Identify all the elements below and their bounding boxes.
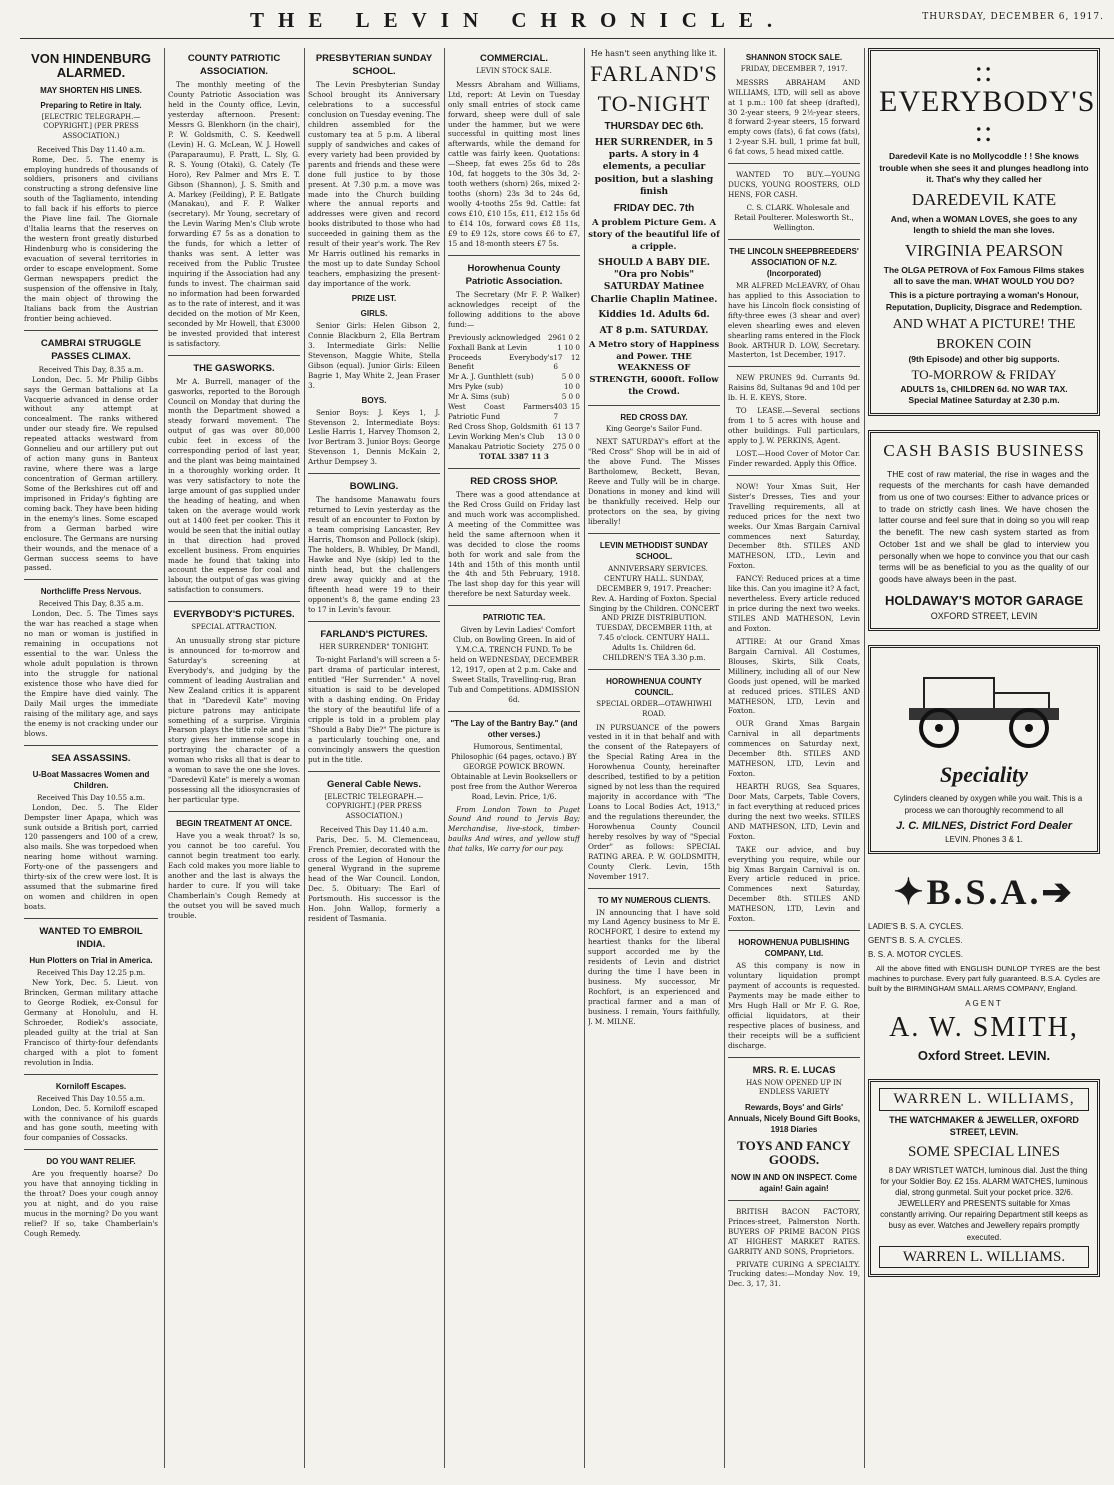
donation-row: Mr A. Sims (sub) 5 0 0 — [448, 392, 580, 402]
ad-line: THE WATCHMAKER & JEWELLER, OXFORD STREET, LEVIN. — [889, 1114, 1079, 1138]
column-rule — [724, 48, 725, 1468]
farlands-bill: AT 8 p.m. SATURDAY. — [599, 325, 709, 336]
farlands-bill: A problem Picture Gem. A story of the beautiful life of a cripple. — [588, 218, 720, 252]
ad-line: HOLDAWAY'S MOTOR GARAGE — [884, 592, 1084, 608]
column-rule — [304, 48, 305, 1468]
farlands-title: FARLAND'S TO-NIGHT — [590, 61, 718, 117]
ad-body: OUR Grand Xmas Bargain Carnival in all departments commences on Saturday next, December 8th. STILES AND MATHESON, LTD, Levin and Foxton. — [728, 719, 860, 779]
everybodys-ad — [868, 48, 1100, 416]
ad-line: (9th Episode) and other big supports. — [908, 354, 1060, 364]
article-body: London, Dec. 5. The Times says the war has reached a stage when no man or woman is justified in remaining in occupations not essential to the war. Unless the whole adult population is thrown into the struggle for national existence those who have died for the Empire have died vainly. The Daily Mail urges the immediate raising of the military age, and says the enemy is not cracking under our blows. — [24, 609, 158, 738]
article-body: New York, Dec. 5. Lieut. von Brincken, German military attache to George Rodiek, ex-Consul for Germany at Honolulu, and H. Schroeder, Rodiek's associate, pleaded guilty at the trial at San Francisco of thirty-four defendants charged with a plot to foment revolution in India. — [24, 978, 158, 1067]
article-body: Messrs Abraham and Williams, Ltd, report: At Levin on Tuesday only small entries of stock came forward, sheep were dull of sale under the hammer, but we were successful in quitting most lines afterwards, while the demand for cattle was fairly keen. Quotations:—Sheep, fat ewes 25s 6d to 28s 10d, fat hoggets to the 30s 3d, 2-tooth wethers (shorn) 26s, mixed 2-tooths (shorn) 23s 3d to 24s 6d, woolly 4-tooths 25s 9d. Cattle: fat cows £10, £10 15s, £11, £12 15s 6d to £14 10s, forward cows £8 11s, £9 to £9 12s, store cows £6 to £7, 15 and 18-month steers £7 5s. — [448, 79, 580, 248]
farlands-bill: "Ora pro Nobis" — [613, 269, 695, 280]
article-body: Have you a weak throat? Is so, you cannot be too careful. You cannot begin treatment too early. Each cold makes you more liable to another and the last is always the harder to cure. If you will take Chamberlain's Cough Remedy at the outset you will be saved much trouble. — [168, 831, 300, 920]
headline-northcliffe: Northcliffe Press Nervous. — [40, 587, 142, 597]
prize-list-heading: PRIZE LIST. — [351, 293, 397, 303]
headline-gasworks: THE GASWORKS. — [193, 362, 275, 374]
article-body: London, Dec. 5. Mr Philip Gibbs says the German battalions at La Vacquerie advanced in dense order without any attempt at concealment. The ranks withered under our steady fire. We repulsed repeated attacks westward from Gonnelieu and our artillery put out of action many guns in Banteux ravine, where there was a large concentration of German artillery. Some of the Berkshires cut off and imprisoned in Friday's fighting are coming back. They have been hiding in the enemy's lines. Some escaped from a German barbed wire enclosure. The Germans are nursing their wounds, and the menace of a German success seems to have passed. — [24, 374, 158, 573]
ad-body: NEXT SATURDAY's effort at the "Red Cross" Shop will be in aid of the above Fund. The Misses Bartholomew, Beckett, Bevan, Reeve and Tully will be in charge. Donations in money and kind will be thankfully received. Help our protectors on the sea, by giving liberally! — [588, 437, 720, 526]
ad-title: A. W. SMITH, — [889, 1011, 1079, 1043]
headline-bantry-bay: "The Lay of the Bantry Bay." (and other verses.) — [450, 718, 578, 739]
ad-line: This is a picture portraying a woman's Honour, Reputation, Duplicity, Disgrace and Redemption. — [885, 289, 1083, 312]
ad-body: IN announcing that I have sold my Land Agency business to Mr E. ROCHFORT, I desire to extend my heartiest thanks for the liberal support accorded me by the residents of Levin and district during the time I have been in business. My successor, Mr Rochfort, is an experienced and practical farmer and a man of business. I remain, Yours faithfully, J. M. MILNE. — [588, 907, 720, 1026]
received-line: Received This Day, 8.35 a.m. — [38, 599, 144, 609]
article-body: Senior Boys: J. Keys 1, J. Stevenson 2. Intermediate Boys: Leslie Harris 1, Harvey Thomson 2, Ivor Bertram 3. Junior Boys: George Stevenson 1, Dennis McKain 2, Arthur Dempsey 3. — [308, 407, 440, 467]
headline-commercial: COMMERCIAL. — [479, 53, 549, 64]
headline-lincoln: THE LINCOLN SHEEPBREEDERS' ASSOCIATION OF N.Z. (Incorporated) — [729, 246, 859, 278]
subhead: HER SURRENDER" TONIGHT. — [319, 642, 429, 651]
received-line: Received This Day, 8.35 a.m. — [38, 364, 144, 374]
ad-body: PRIVATE CURING A SPECIALTY. Trucking dates:—Monday Nov. 19, Dec. 3, 17, 31. — [728, 1259, 860, 1289]
headline-methodist: LEVIN METHODIST SUNDAY SCHOOL. — [599, 540, 709, 561]
ad-line: GENT'S B. S. A. CYCLES. — [868, 936, 963, 946]
headline-red-cross-day: RED CROSS DAY. — [620, 412, 688, 422]
donation-row: Mr A. J. Gunthlett (sub) 5 0 0 — [448, 372, 580, 382]
ad-body: ANNIVERSARY SERVICES. CENTURY HALL. SUNDAY, DECEMBER 9, 1917. Preacher: Rev. A. Harding of Foxton. Special Singing by the Children. CONCERT AND PRIZE DISTRIBUTION. TUESDAY, DECEMBER 11th, at 7.45 o'clock. CENTURY HALL. Adults 1s. Children 6d. CHILDREN'S TEA 3.30 p.m. — [589, 563, 719, 663]
ad-body: IN PURSUANCE of the powers vested in it in that behalf and with the consent of the Ratepayers of the Special Rating Area in the Horowhenua County, hereinafter described, testified to by a petition signed by not less than the required majority in accordance with "The Loans to Local Bodies Act, 1913," and the regulations thereunder, the Horowhenua County Council hereby resolves by way of "Special Order" as follows: SPECIAL RATING AREA. P. W. GOLDSMITH, County Clerk. Levin, 15th November 1917. — [588, 722, 720, 881]
donations-list — [448, 333, 580, 452]
ad-body: C. S. CLARK. Wholesale and Retail Poulterer. Molesworth St., Wellington. — [734, 203, 854, 232]
headline-treatment: BEGIN TREATMENT AT ONCE. — [176, 818, 292, 828]
ad-body: FANCY: Reduced prices at a time like this. Can you imagine it? A fact, nevertheless. Every article reduced in price during the next two weeks. STILES AND MATHESON, Levin and Foxton. — [728, 574, 860, 633]
article-body: Paris, Dec. 5. M. Clemenceau, French Premier, decorated with the cross of the Legion of Honour the general Wygrand in the supreme head of the War Council. London, Dec. 5. Obituary: The Earl of Portsmouth. His successor is the Hon. John Wallop, formerly a resident of Tasmania. — [308, 834, 440, 924]
headline-sea-assassins: SEA ASSASSINS. — [51, 752, 131, 764]
ad-line: ADULTS 1s, CHILDREN 6d. NO WAR TAX. — [900, 383, 1068, 394]
ad-body: THE cost of raw material, the rise in wages and the requests of the merchants for cash have demanded from us one of two courses: Either to advance prices or to trade on strictly cash lines. We have chosen the latter course and feel sure that in doing so you will reap the benefit. The new cash system started as from October 1st and we shall be glad to interview you personally when we hope to convince you that our cash terms will be as beneficial to you as the quality of our goods have always been in the past. — [879, 468, 1089, 585]
ad-line: J. C. MILNES, District Ford Dealer — [895, 819, 1073, 832]
headline-publishing: HOROWHENUA PUBLISHING COMPANY, Ltd. — [738, 938, 850, 959]
column-1 — [24, 48, 158, 1468]
ad-body: TO LEASE.—Several sections from 1 to 5 acres with house and other buildings. Full particulars, apply to J. W. PERKINS, Agent. — [728, 406, 860, 446]
ad-line: OXFORD STREET, LEVIN — [930, 610, 1038, 621]
ad-line: Rewards, Boys' and Girls' Annuals, Nicely Bound Gift Books, 1918 Diaries — [728, 1103, 860, 1135]
ad-body: MESSRS ABRAHAM AND WILLIAMS, LTD, will sell as above at 1 p.m.: 100 fat sheep (drafted), 30 2-year steers, 9 2½-year steers, 8 forward 2-year steers, 15 forward empty cows (fats), 6 fat cows (fats), 1 2-year S.H. bull, 1 prime fat bull, 6 fat cows, 5 head mixed cattle. — [728, 77, 860, 157]
donation-row: Previously acknowledged 2961 0 2 — [448, 332, 580, 342]
headline-lucas: MRS. R. E. LUCAS — [752, 1064, 836, 1076]
ad-body: WANTED TO BUY.—YOUNG DUCKS, YOUNG ROOSTERS, OLD HENS, FOR CASH. — [728, 170, 860, 200]
article-body: Senior Girls: Helen Gibson 2, Connie Blackburn 2, Ella Bertram 3. Intermediate Girls: Nellie Stevenson, Maggie White, Stella Gibson (equal). Junior Girls: Eileen Bagrie 1, May White 2, Jean Fraser 3. — [308, 320, 440, 390]
headline-horowhenua-patriotic: Horowhenua County Patriotic Association. — [465, 262, 563, 287]
headline-farlands-pictures: FARLAND'S PICTURES. — [320, 628, 428, 640]
received-line: Received This Day 10.55 a.m. — [36, 792, 146, 802]
article-body: The Secretary (Mr F. P. Walker) acknowledges receipt of the following additions to the above fund:— — [448, 289, 580, 329]
column-rule — [864, 48, 865, 1468]
williams-ad — [868, 1079, 1100, 1277]
subhead: Preparing to Retire in Italy. — [40, 100, 142, 110]
ad-title: CASH BASIS BUSINESS — [883, 441, 1085, 461]
column-6 — [728, 48, 860, 1468]
farlands-bill: Kiddies 1d. Adults 6d. — [598, 310, 710, 321]
boys-heading: BOYS. — [361, 395, 387, 405]
donation-row: West Coast Farmers Patriotic Fund 403 15 7 — [448, 402, 580, 422]
ad-body: BRITISH BACON FACTORY, Princes-street, Palmerston North. BUYERS OF PRIME BACON PIGS AT HIGHEST MARKET RATES. GARRITY AND SONS, Proprietors. — [728, 1206, 860, 1256]
ad-body: LOST.—Hood Cover of Motor Car. Finder rewarded. Apply this Office. — [728, 448, 860, 468]
column-rule — [584, 48, 585, 1468]
ad-body: HEARTH RUGS, Sea Squares, Door Mats, Carpets, Table Covers, in fact everything at reduced prices during the next two weeks. STILES AND MATHESON, LTD, Levin and Foxton. — [728, 782, 860, 841]
ad-teaser: He hasn't seen anything like it. — [590, 49, 718, 58]
subhead: King George's Sailor Fund. — [605, 424, 703, 433]
headline-cambrai: CAMBRAI STRUGGLE PASSES CLIMAX. — [40, 337, 142, 362]
ad-body: TAKE our advice, and buy everything you require, while our big Xmas Bargain Carnival is on. Every article reduced in price. Commences next Saturday, December 8th. STILES AND MATHESON, LTD, Levin and Foxton. — [728, 844, 860, 924]
ad-line: AND WHAT A PICTURE! THE BROKEN COIN — [892, 317, 1076, 352]
subhead: Hun Plotters on Trial in America. — [29, 956, 153, 966]
ad-body: AS this company is now in voluntary liquidation prompt payment of accounts is requested. Payments may be made either to Mrs Hugh Hall or Mr F. G. Roe, official liquidators, at their respective places of business, and their receipts will be a sufficient discharge. — [728, 961, 860, 1050]
subhead: FRIDAY, DECEMBER 7, 1917. — [740, 65, 848, 74]
ad-body: Humorous, Sentimental, Philosophic (64 pages, octavo.) BY GEORGE POWICK BROWN. Obtainable at Levin Booksellers or post free from the Author Wereroa Road, Levin. Price, 1/6. — [450, 741, 578, 801]
donation-row: Red Cross Shop, Goldsmith 61 13 7 — [448, 422, 580, 432]
headline-korniloff: Korniloff Escapes. — [55, 1081, 127, 1091]
telegraph-tag: [ELECTRIC TELEGRAPH.—COPYRIGHT.] (PER PRESS ASSOCIATION.) — [41, 112, 141, 140]
verse: From London Town to Puget Sound And round to Jervis Bay; Merchandise, live-stock, timber-baulks And wires, and yellow stuff that talks, We carry for our pay. — [448, 804, 580, 854]
headline-cable-news: General Cable News. — [327, 778, 421, 790]
toys-heading: TOYS AND FANCY GOODS. — [737, 1138, 851, 1168]
ad-line: Daredevil Kate is no Mollycoddle ! ! She knows trouble when she sees it and plunges headlong into it. That's why they called her — [879, 151, 1089, 185]
ad-line: VIRGINIA PEARSON — [904, 241, 1064, 261]
masthead — [20, 0, 1114, 39]
headline-relief: DO YOU WANT RELIEF. — [46, 1157, 136, 1167]
headline-hindenburg: VON HINDENBURG ALARMED. — [31, 51, 151, 81]
bsa-ad — [868, 868, 1100, 1065]
car-illustration — [884, 658, 1084, 753]
article-body: An unusually strong star picture is announced for to-morrow and Saturday's screening at Everybody's, and judging by the comment of leading Australian and New Zealand critics it is apparent that in "Daredevil Kate" moving picture patrons may anticipate something of a surprise. Virginia Pearson plays the title role and this story gives her immense scope in portraying the character of a woman who risks all that is dear to a woman to save the one she loves. "Daredevil Kate" is merely a woman possessing all the idiosyncrasies of her particular type. — [168, 636, 300, 805]
ad-line: NOW IN AND ON INSPECT. Come again! Gain again! — [731, 1172, 857, 1193]
headline-red-cross-shop: RED CROSS SHOP. — [470, 475, 558, 487]
cash-basis-ad — [868, 430, 1100, 631]
column-4 — [448, 48, 580, 1468]
donation-row: Manakau Patriotic Society 275 0 0 — [448, 441, 580, 451]
headline-clients: TO MY NUMEROUS CLIENTS. — [597, 895, 711, 905]
subhead: HAS NOW OPENED UP IN ENDLESS VARIETY — [746, 1078, 842, 1097]
ad-line: SOME SPECIAL LINES — [908, 1143, 1060, 1160]
received-line: Received This Day 11.40 a.m. — [319, 824, 429, 834]
ad-title: WARREN L. WILLIAMS. — [879, 1246, 1089, 1269]
column-rule — [444, 48, 445, 1468]
ad-line: LADIE'S B. S. A. CYCLES. — [868, 922, 964, 932]
received-line: Received This Day 10.55 a.m. — [36, 1093, 146, 1103]
headline-india: WANTED TO EMBROIL INDIA. — [39, 925, 143, 951]
ad-body: Given by Levin Ladies' Comfort Club, on Bowling Green. In aid of Y.M.C.A. TRENCH FUND. To be held on WEDNESDAY, DECEMBER 12, 1917, open at 2 p.m. Cake and Sweet Stalls, Travelling-rug, Bran Tub and Competitions. ADMISSION 6d. — [448, 625, 580, 704]
ad-body: All the above fitted with ENGLISH DUNLOP TYRES are the best machines to purchase. Every part fully guaranteed. B.S.A. Cycles are built by the BIRMINGHAM SMALL ARMS COMPANY, England. — [868, 963, 1100, 994]
headline-county-patriotic: COUNTY PATRIOTIC ASSOCIATION. — [187, 53, 281, 78]
received-line: Received This Day 11.40 a.m. — [36, 144, 146, 154]
ad-body: NEW PRUNES 9d. Currants 9d. Raisins 8d, Sultanas 9d and 10d per lb. H. E. KEYS, Store. — [728, 373, 860, 403]
article-body: London, Dec. 5. The Elder Dempster liner Apapa, which was sunk outside a British port, carried 120 passengers and 100 of a crew, also mails. She was torpedoed when nearing home without warning. Forty-one of the passengers and thirty-six of the crew were lost. It is assumed that the submarine fired on women and children in open boats. — [24, 802, 158, 912]
ad-line: AGENT — [965, 998, 1003, 1008]
article-body: There was a good attendance at the Red Cross Guild on Friday last and much work was accomplished. A meeting of the Committee was held the same afternoon when it was decided to close the rooms both for work and sale from the 14th and 15th of this month until the 4th and 5th February, 1918. The last shop day for this year will therefore be next Saturday week. — [448, 489, 580, 599]
article-body: To-night Farland's will screen a 5-part drama of particular interest, entitled "Her Surrender." A novel situation is said to be developed with a dashing ending. On Friday the story of the beautiful life of a cripple is told in a problem play "Should a Baby Die?" The picture is a particularly touching one, and convincingly answers the question put in the title. — [308, 655, 440, 764]
article-body: Mr A. Burrell, manager of the gasworks, reported to the Borough Council on Monday that during the month the Department showed a steady forward movement. The output of gas was over 80,000 cubic feet in excess of the corresponding period of last year, and the plant was being maintained in a thoroughly working order. It was very satisfactory to note the large amount of gas supplied under the heading of heating, and when taken on the average would work out at 1400 feet per cooker. This it would be seen that the initial outlay in that direction had proved excellent business. From enquiries made he found that taking into account the expense for coal and labour, the output of gas was giving satisfaction to consumers. — [168, 376, 300, 595]
headline-presbyterian: PRESBYTERIAN SUNDAY SCHOOL. — [315, 53, 433, 78]
article-body: London, Dec. 5. Korniloff escaped with the connivance of his guards and has gone south, meeting with four companies of Cossacks. — [24, 1103, 158, 1143]
issue-date: THURSDAY, DECEMBER 6, 1917. — [922, 12, 1104, 22]
column-5 — [588, 48, 720, 1468]
farlands-date: FRIDAY DEC. 7th — [613, 202, 695, 214]
headline-county-council: HOROWHENUA COUNTY COUNCIL. — [606, 677, 702, 698]
donation-row: Levin Working Men's Club 13 0 0 — [448, 432, 580, 442]
ad-body: MR ALFRED McLEAVRY, of Ohau has applied to this Association to have his Lincoln flock consisting of fifty-three ewes (3 shear and over) eleven shearling ewes and eleven shearling rams entered in the Flock Book. ARTHUR D. LOW, Secretary. Masterton, 1st December, 1917. — [728, 280, 860, 360]
ad-body: NOW! Your Xmas Suit, Her Sister's Dresses, Ties and your Travelling requirements, all at reduced prices for the next two weeks. Our Xmas Bargain Carnival commences next Saturday, December 8th. STILES AND MATHESON, LTD., Levin and Foxton. — [728, 481, 860, 571]
column-rule — [164, 48, 165, 1468]
headline-patriotic-tea: PATRIOTIC TEA. — [482, 613, 546, 623]
girls-heading: GIRLS. — [360, 308, 388, 318]
column-2 — [168, 48, 300, 1468]
farlands-bill: A Metro story of Happiness and Power. THE WEAKNESS OF STRENGTH, 6000ft. Follow the Crowd. — [588, 339, 720, 397]
subhead: SPECIAL ORDER—OTAWHIWHI ROAD. — [596, 700, 712, 718]
subhead: SPECIAL ATTRACTION. — [191, 623, 277, 632]
ad-line: DAREDEVIL KATE — [911, 190, 1057, 210]
received-line: Received This Day 12.25 p.m. — [36, 968, 146, 978]
column-7 — [868, 48, 1100, 1468]
subhead: MAY SHORTEN HIS LINES. — [40, 85, 142, 95]
ad-line: B. S. A. MOTOR CYCLES. — [868, 950, 963, 960]
ad-body: Cylinders cleaned by oxygen while you wait. This is a process we can thoroughly recommend to all — [893, 794, 1083, 815]
ad-body: ATTIRE: At our Grand Xmas Bargain Carnival. All Costumes, Blouses, Skirts, Silk Coats, Millinery, including all of our New Goods just opened, will be marked at reduced prices. STILES AND MATHESON, LTD, Levin and Foxton. — [728, 636, 860, 716]
donation-row: Mrs Pyke (sub) 10 0 — [448, 382, 580, 392]
ad-body: 8 DAY WRISTLET WATCH, luminous dial. Just the thing for your Soldier Boy. £2 15s. ALARM WATCHES, luminous dial, strong gunmetal. Suit your pocket price. 32/6. JEWELLERY and PRESENTS suitable for Xmas constantly arriving. Our repairing Department still keeps as busy as ever. Watches and Jewellery repairs promptly executed. — [880, 1166, 1088, 1242]
article-body: Are you frequently hoarse? Do you have that annoying tickling in the throat? Does your cough annoy you at night, and do you raise mucus in the morning? Do you want relief? If so, take Chamberlain's Cough Remedy. — [24, 1169, 158, 1238]
everybodys-title: :: EVERYBODY'S :: — [879, 55, 1096, 148]
headline-shannon-sale: SHANNON STOCK SALE. — [745, 53, 843, 62]
ad-line: LEVIN. Phones 3 & 1. — [945, 834, 1023, 844]
article-body: The Levin Presbyterian Sunday School brought its Anniversary celebrations to a successful conclusion on Tuesday evening. The children assembled for the customary tea at 5 p.m. A liberal supply of sandwiches and cakes of every variety had been provided by parents and friends and these were done full justice to by those present. At 7.30 p.m. a move was made into the Church building where the annual reports and addresses were given and record books distributed to those who had succeeded in gaining them as the result of their year's work. The Rev Mr Harris outlined his remarks in the most up to date Sunday School teachers, emphasizing the present-day importance of the work. — [308, 80, 440, 288]
headline-bowling: BOWLING. — [349, 481, 399, 493]
headline-everybodys-pictures: EVERYBODY'S PICTURES. — [173, 609, 295, 621]
ad-line: And, when a WOMAN LOVES, she goes to any length to shield the man she loves. — [890, 213, 1078, 236]
telegraph-tag: [ELECTRIC TELEGRAPH.—COPYRIGHT.] (PER PRESS ASSOCIATION.) — [324, 792, 424, 821]
donation-row: Proceeds Everybody's Benefit 17 12 6 — [448, 352, 580, 372]
article-body: The handsome Manawatu fours returned to Levin yesterday as the result of an encounter to Foxton by a team comprising Lancaster, Rev Harris, Thomson and Pollock (skip). The holders, B. Whibley, Dr Mandl, Hawke and Nye (skip) led to the ninth head, but the challengers drew away quickly and at the fifteenth head were 19 to their opponent's 8, the game ending 23 to 17 in Levin's favour. — [308, 495, 440, 614]
farlands-date: THURSDAY DEC 6th. — [604, 120, 704, 132]
subhead: LEVIN STOCK SALE. — [476, 67, 552, 76]
column-3 — [308, 48, 440, 1468]
ad-line: The OLGA PETROVA of Fox Famous Films stakes all to save the man. WHAT WOULD YOU DO? — [883, 264, 1085, 287]
subhead: U-Boat Massacres Women and Children. — [32, 769, 150, 790]
donation-row: Foxhall Bank at Levin 1 10 0 — [448, 342, 580, 352]
ad-title: WARREN L. WILLIAMS, — [879, 1088, 1089, 1111]
farlands-bill: SATURDAY Matinee Charlie Chaplin Matinee. — [590, 282, 718, 305]
milnes-ad — [868, 645, 1100, 854]
newspaper-title: THE LEVIN CHRONICLE. — [250, 8, 787, 32]
ad-title: Speciality — [940, 762, 1028, 788]
article-body: The monthly meeting of the County Patriotic Association was held in the County office, Levin, yesterday afternoon. Present: Messrs G. Blenkhorn (in the chair), P. W. Goldsmith, C. S. Keedwell (Levin) H. G. McLean, W. J. Howell (Paraparaumu), F. Pratt, L. Sly, G. R. S. Young (Otaki), G. Cately (Te Horo), Rev Palmer and Mrs E. T. Gibson (Shannon), J. S. Smith and A. Markey (Feilding), P. E. Batlgate (Manakau), and F. P. Walker (secretary). Mr Young, secretary of the Levin Waring Men's Club wrote forwarding £7 5s as a donation to the funds, for which a letter of thanks was sent. A letter was received from the Public Trustee inquiring if the Association had any funds to invest. The chairman said no information had been forwarded as to the rate of interest, and it was decided on the motion of Mr Keen, seconded by Mr Howell, that £3000 be invested provided that interest is satisfactory. — [168, 80, 300, 348]
ad-line: Oxford Street. LEVIN. — [917, 1048, 1051, 1064]
farlands-bill: SHOULD A BABY DIE. — [598, 257, 710, 268]
donations-total: TOTAL 3387 11 3 — [479, 451, 549, 461]
ad-line: TO-MORROW & FRIDAY — [911, 366, 1057, 382]
ad-line: Special Matinee Saturday at 2.30 p.m. — [908, 395, 1060, 406]
farlands-bill: HER SURRENDER, in 5 parts. A story in 4 elements, a peculiar position, but a slashing finish — [594, 137, 714, 198]
article-body: Rome, Dec. 5. The enemy is employing hundreds of thousands of soldiers, prisoners and civilians constructing a strong defensive line south of the Tagliamento, intending to fall back if his efforts to pierce the Piave line fail. The Giornale d'Italia learns that the reserves on the western front greatly disturbed Hindenburg who is considering the evacuation of several territories in order to escape envelopment. Some German newspapers predict the suspension of the offensive in Italy, the main object of throwing the Italians back from the Austrian frontier being achieved. — [24, 154, 158, 323]
bsa-logo: ✦B.S.A.➔ — [893, 871, 1075, 912]
